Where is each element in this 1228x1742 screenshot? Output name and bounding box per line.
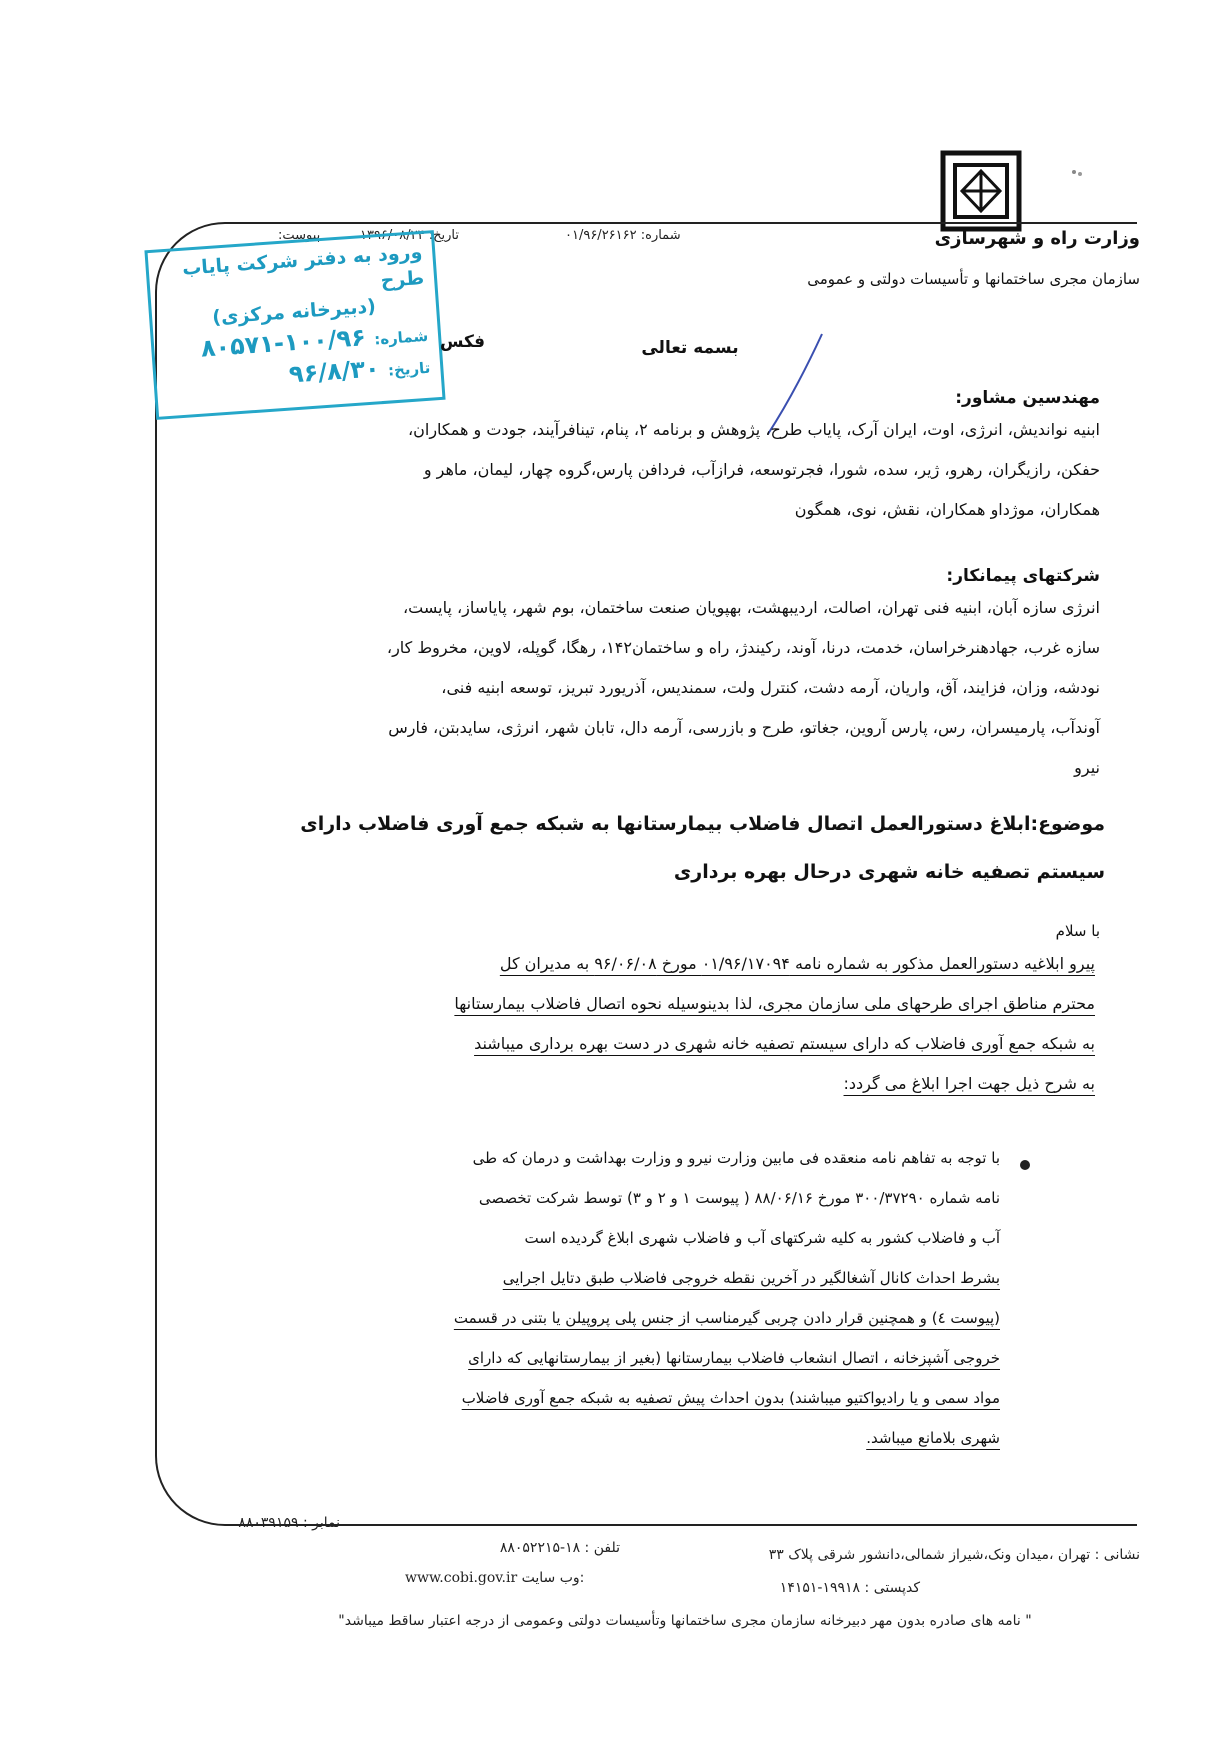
consultants-heading: مهندسین مشاور: — [955, 388, 1100, 408]
bullet-line: مواد سمی و یا رادیواکتیو میباشند) بدون احداث پیش تصفیه به شبکه جمع آوری فاضلاب — [461, 1389, 1000, 1407]
bullet-line: خروجی آشپزخانه ، اتصال انشعاب فاضلاب بیمارستانها (بغیر از بیمارستانهایی که دارای — [468, 1349, 1000, 1367]
footer-website — [405, 1570, 584, 1586]
bullet-line: بشرط احداث کانال آشغالگیر در آخرین نقطه خروجی فاضلاب طبق دتایل اجرایی — [502, 1269, 1000, 1287]
bullet-paragraph — [200, 1138, 1000, 1458]
invocation: بسمه تعالی — [641, 338, 739, 358]
stamp-number-label: شماره: — [373, 326, 429, 349]
contractors-line: نودشه، وزان، فزایند، آق، واریان، آرمه دشت، کنترل ولت، سمندیس، آذریورد تبریز، توسعه ابنیه فنی، — [441, 678, 1100, 697]
bullet-icon — [1020, 1160, 1030, 1170]
stamp-line-1: ورود به دفتر شرکت پایاب طرح — [181, 240, 425, 292]
footer-disclaimer: " نامه های صادره بدون مهر دبیرخانه سازمان مجری ساختمانها وتأسیسات دولتی وعمومی از درجه اعتبار ساقط میباشد" — [338, 1613, 1032, 1629]
stamp-date-label: تاریخ: — [387, 358, 431, 380]
fax-label: فکس — [440, 332, 486, 352]
subject-line: سیستم تصفیه خانه شهری درحال بهره برداری — [673, 861, 1105, 883]
letter-number-label: شماره: — [640, 228, 681, 243]
consultants-list — [230, 410, 1100, 530]
contractors-line: سازه غرب، جهادهنرخراسان، خدمت، درنا، آوند، رکیندژ، راه و ساختمان۱۴۲، رهگا، گوپله، لاوین، مخروط کار، — [386, 638, 1100, 657]
body-paragraph — [205, 944, 1095, 1104]
body-line: پیرو ابلاغیه دستورالعمل مذکور به شماره نامه ۰۱/۹۶/۱۷۰۹۴ مورخ ۹۶/۰۶/۰۸ به مدیران کل — [499, 954, 1095, 973]
bullet-line: شهری بلامانع میباشد. — [866, 1429, 1000, 1447]
subject — [205, 800, 1105, 896]
subject-line: موضوع:ابلاغ دستورالعمل اتصال فاضلاب بیمارستانها به شبکه جمع آوری فاضلاب دارای — [300, 813, 1105, 835]
consultants-line: حفکن، رازیگران، رهرو، ژیر، سده، شورا، فجرتوسعه، فرازآب، فردافن پارس،گروه چهار، لیمان، ماهر و — [423, 460, 1100, 479]
footer-address: نشانی : تهران ،میدان ونک،شیراز شمالی،دانشور شرقی پلاک ۳۳ — [768, 1547, 1140, 1563]
consultants-line: ابنیه نواندیش، انرژی، اوت، ایران آرک، پایاب طرح، پژوهش و برنامه ۲، پنام، تینافرآیند، جودت و همکاران، — [407, 420, 1100, 439]
contractors-heading: شرکتهای پیمانکار: — [946, 566, 1100, 586]
consultants-line: همکاران، موژداو همکاران، نقش، نوی، همگون — [794, 500, 1100, 519]
contractors-line: انرژی سازه آبان، ابنیه فنی تهران، اصالت، اردیبهشت، بهپویان صنعت ساختمان، بوم شهر، پایاساز، پایست، — [402, 598, 1100, 617]
body-line: به شبکه جمع آوری فاضلاب که دارای سیستم تصفیه خانه شهری در دست بهره برداری میباشند — [474, 1034, 1095, 1053]
greeting: با سلام — [1055, 922, 1100, 940]
letter-date-value: ۱۳۹۶/۰۸/۲۴ — [360, 228, 425, 243]
body-line: محترم مناطق اجرای طرحهای ملی سازمان مجری، لذا بدینوسیله نحوه اتصال فاضلاب بیمارستانها — [454, 994, 1095, 1013]
stamp-date-value: ۹۶/۸/۳۰ — [288, 354, 381, 389]
contractors-list — [230, 588, 1100, 788]
letter-number-value: ۰۱/۹۶/۲۶۱۶۲ — [565, 228, 637, 243]
body-line: به شرح ذیل جهت اجرا ابلاغ می گردد: — [843, 1074, 1095, 1093]
footer-postal-code: کدپستی : ۱۹۹۱۸-۱۴۱۵۱ — [779, 1580, 920, 1596]
ministry-name: وزارت راه و شهرسازی — [934, 228, 1140, 249]
footer-website-url[interactable]: www.cobi.gov.ir — [405, 1570, 518, 1586]
bullet-line: آب و فاضلاب کشور به کلیه شرکتهای آب و فاضلاب شهری ابلاغ گردیده است — [524, 1229, 1000, 1247]
footer-phone: تلفن : ۱۸-۸۸۰۵۲۲۱۵ — [499, 1540, 620, 1556]
ministry-logo — [940, 150, 1022, 232]
contractors-line: آوندآب، پارمیسران، رس، پارس آروین، جغاتو، طرح و بازرسی، آرمه دال، تابان شهر، انرژی، سایدبتن، فارس — [388, 718, 1100, 737]
contractors-line: نیرو — [1074, 758, 1100, 777]
footer-website-label: وب سایت: — [521, 1570, 585, 1586]
attachment-label: پیوست: — [278, 228, 321, 243]
stamp-number-value: ۱۰۰/۹۶-۸۰۵۷۱ — [199, 323, 367, 363]
letter-number — [565, 228, 681, 243]
bullet-line: با توجه به تفاهم نامه منعقده فی مابین وزارت نیرو و وزارت بهداشت و درمان که طی — [472, 1149, 1000, 1167]
stamp-line-2: (دبیرخانه مرکزی) — [211, 295, 377, 329]
reception-stamp — [144, 230, 445, 420]
organization-name: سازمان مجری ساختمانها و تأسیسات دولتی و عمومی — [807, 270, 1140, 288]
bullet-line: (پیوست ٤) و همچنین قرار دادن چربی گیرمناسب از جنس پلی پروپیلن یا بتنی در قسمت — [453, 1309, 1000, 1327]
bullet-line: نامه شماره ۳۰۰/۳۷۲۹۰ مورخ ۸۸/۰۶/۱۶ ( پیوست ۱ و ۲ و ۳) توسط شرکت تخصصی — [478, 1189, 1000, 1207]
scan-mark-icon — [1070, 168, 1084, 178]
footer-fax: نمابر : ۸۸۰۳۹۱۵۹ — [238, 1515, 340, 1531]
letter-date-label: تاریخ: — [428, 228, 460, 243]
